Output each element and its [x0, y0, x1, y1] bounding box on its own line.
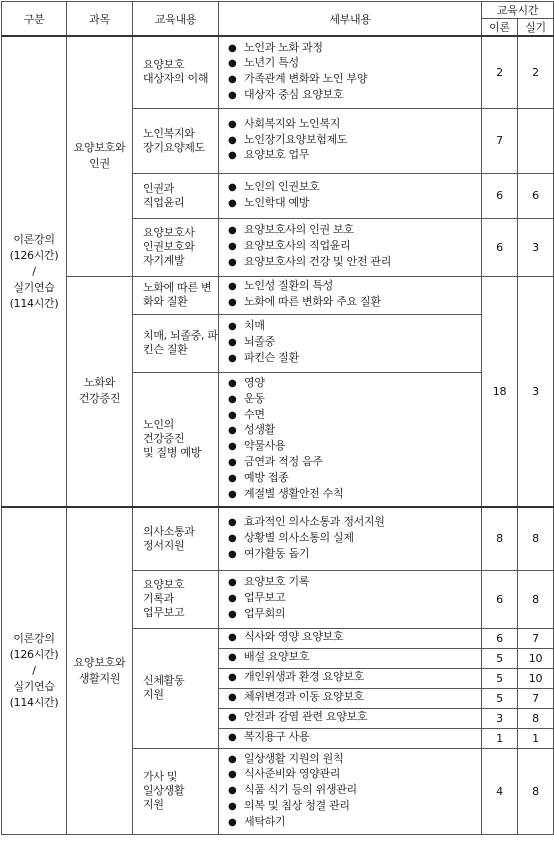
content-cell: 가사 및 일상생활 지원	[133, 748, 219, 834]
list-item: ● 체위변경과 이동 요양보호	[228, 690, 481, 706]
list-item: ● 노인의 인권보호	[228, 180, 481, 196]
content-cell: 인권과 직업윤리	[133, 173, 219, 218]
list-item: ● 세탁하기	[228, 815, 481, 831]
content-cell: 의사소통과 정서지원	[133, 507, 219, 570]
bullet-icon: ●	[228, 785, 237, 797]
list-item: ● 요양보호 기록	[228, 575, 481, 591]
list-item: ● 뇌졸중	[228, 335, 481, 351]
practice-hours: 8	[518, 507, 554, 570]
detail-list	[228, 279, 481, 311]
practice-hours: 2	[518, 36, 554, 108]
detail-list	[228, 180, 481, 212]
bullet-icon: ●	[228, 769, 237, 781]
bullet-icon: ●	[228, 732, 237, 744]
table-row	[2, 276, 554, 314]
details-cell	[219, 708, 482, 728]
bullet-icon: ●	[228, 90, 237, 102]
details-cell	[219, 628, 482, 648]
list-item: ● 성생활	[228, 423, 481, 439]
details-cell	[219, 372, 482, 507]
bullet-icon: ●	[228, 532, 237, 544]
bullet-icon: ●	[228, 225, 237, 237]
details-cell	[219, 728, 482, 748]
bullet-icon: ●	[228, 74, 237, 86]
detail-list	[228, 670, 481, 686]
bullet-icon: ●	[228, 800, 237, 812]
list-item: ● 노인학대 예방	[228, 196, 481, 212]
list-item: ● 노화에 따른 변화와 주요 질환	[228, 295, 481, 311]
list-item: ● 노인성 질환의 특성	[228, 279, 481, 295]
detail-list	[228, 117, 481, 164]
list-item: ● 개인위생과 환경 요양보호	[228, 670, 481, 686]
practice-hours: 3	[518, 218, 554, 276]
list-item: ● 의복 및 침상 청결 관리	[228, 799, 481, 815]
list-item: ● 예방 접종	[228, 471, 481, 487]
table-row	[2, 507, 554, 570]
theory-hours: 8	[482, 507, 518, 570]
bullet-icon: ●	[228, 58, 237, 70]
list-item: ● 파킨슨 질환	[228, 351, 481, 367]
practice-hours: 6	[518, 173, 554, 218]
bullet-icon: ●	[228, 118, 237, 130]
bullet-icon: ●	[228, 42, 237, 54]
header-details: 세부내용	[219, 2, 482, 37]
header-content: 교육내용	[133, 2, 219, 37]
theory-hours: 5	[482, 648, 518, 668]
bullet-icon: ●	[228, 632, 237, 644]
detail-list	[228, 319, 481, 366]
details-cell	[219, 668, 482, 688]
bullet-icon: ●	[228, 337, 237, 349]
practice-hours: 10	[518, 668, 554, 688]
bullet-icon: ●	[228, 517, 237, 529]
details-cell	[219, 688, 482, 708]
content-cell: 요양보호 기록과 업무보고	[133, 570, 219, 628]
bullet-icon: ●	[228, 712, 237, 724]
list-item: ● 요양보호 업무	[228, 148, 481, 164]
detail-list	[228, 690, 481, 706]
bullet-icon: ●	[228, 672, 237, 684]
details-cell	[219, 276, 482, 314]
list-item: ● 업무회의	[228, 607, 481, 623]
list-item: ● 가족관계 변화와 노인 부양	[228, 72, 481, 88]
practice-hours: 8	[518, 748, 554, 834]
content-cell: 노화에 따른 변 화와 질환	[133, 276, 219, 314]
details-cell	[219, 507, 482, 570]
detail-list	[228, 223, 481, 270]
list-item: ● 운동	[228, 392, 481, 408]
header-practice: 실기	[518, 19, 554, 37]
list-item: ● 대상자 중심 요양보호	[228, 88, 481, 104]
subject-cell: 요양보호와 인권	[67, 36, 133, 276]
list-item: ● 업무보고	[228, 591, 481, 607]
list-item: ● 일상생활 지원의 원칙	[228, 752, 481, 768]
bullet-icon: ●	[228, 472, 237, 484]
details-cell	[219, 748, 482, 834]
practice-hours: 8	[518, 708, 554, 728]
details-cell	[219, 314, 482, 372]
practice-hours: 7	[518, 628, 554, 648]
bullet-icon: ●	[228, 652, 237, 664]
theory-hours: 3	[482, 708, 518, 728]
bullet-icon: ●	[228, 134, 237, 146]
list-item: ● 상황별 의사소통의 실제	[228, 531, 481, 547]
content-cell: 요양보호사 인권보호와 자기계발	[133, 218, 219, 276]
list-item: ● 사회복지와 노인복지	[228, 117, 481, 133]
content-cell: 노인복지와 장기요양제도	[133, 108, 219, 173]
subject-cell: 노화와 건강증진	[67, 276, 133, 507]
curriculum-table	[1, 1, 554, 835]
bullet-icon: ●	[228, 197, 237, 209]
detail-list	[228, 650, 481, 666]
list-item: ● 여가활동 돕기	[228, 547, 481, 563]
detail-list	[228, 710, 481, 726]
bullet-icon: ●	[228, 393, 237, 405]
detail-list	[228, 575, 481, 622]
details-cell	[219, 218, 482, 276]
bullet-icon: ●	[228, 425, 237, 437]
bullet-icon: ●	[228, 181, 237, 193]
bullet-icon: ●	[228, 150, 237, 162]
division-cell: 이론강의 (126시간) / 실기연습 (114시간)	[2, 36, 67, 507]
bullet-icon: ●	[228, 409, 237, 421]
detail-list	[228, 752, 481, 831]
bullet-icon: ●	[228, 577, 237, 589]
theory-hours: 6	[482, 628, 518, 648]
bullet-icon: ●	[228, 378, 237, 390]
bullet-icon: ●	[228, 281, 237, 293]
theory-hours: 18	[482, 276, 518, 507]
bullet-icon: ●	[228, 753, 237, 765]
list-item: ● 금연과 적정 음주	[228, 455, 481, 471]
detail-list	[228, 630, 481, 646]
list-item: ● 약물사용	[228, 439, 481, 455]
practice-hours: 10	[518, 648, 554, 668]
division-cell: 이론강의 (126시간) / 실기연습 (114시간)	[2, 507, 67, 834]
details-cell	[219, 648, 482, 668]
details-cell	[219, 108, 482, 173]
practice-hours: 3	[518, 276, 554, 507]
theory-hours: 2	[482, 36, 518, 108]
detail-list	[228, 730, 481, 746]
details-cell	[219, 570, 482, 628]
content-cell: 신체활동 지원	[133, 628, 219, 748]
list-item: ● 식사와 영양 요양보호	[228, 630, 481, 646]
list-item: ● 배설 요양보호	[228, 650, 481, 666]
content-cell: 치매, 뇌졸중, 파 킨슨 질환	[133, 314, 219, 372]
bullet-icon: ●	[228, 352, 237, 364]
header-subject: 과목	[67, 2, 133, 37]
theory-hours: 6	[482, 570, 518, 628]
header-theory: 이론	[482, 19, 518, 37]
subject-cell: 요양보호와 생활지원	[67, 507, 133, 834]
bullet-icon: ●	[228, 297, 237, 308]
theory-hours: 5	[482, 668, 518, 688]
detail-list	[228, 41, 481, 104]
bullet-icon: ●	[228, 441, 237, 453]
list-item: ● 효과적인 의사소통과 정서지원	[228, 515, 481, 531]
bullet-icon: ●	[228, 692, 237, 704]
details-cell	[219, 173, 482, 218]
list-item: ● 식품 식기 등의 위생관리	[228, 783, 481, 799]
theory-hours: 7	[482, 108, 518, 173]
theory-hours: 5	[482, 688, 518, 708]
bullet-icon: ●	[228, 241, 237, 253]
practice-hours: 8	[518, 570, 554, 628]
list-item: ● 식사준비와 영양관리	[228, 767, 481, 783]
header-division: 구분	[2, 2, 67, 37]
practice-hours: 7	[518, 688, 554, 708]
bullet-icon: ●	[228, 488, 237, 500]
theory-hours: 1	[482, 728, 518, 748]
detail-list	[228, 376, 481, 502]
table-row	[2, 36, 554, 108]
list-item: ● 요양보호사의 인권 보호	[228, 223, 481, 239]
details-cell	[219, 36, 482, 108]
practice-hours	[518, 108, 554, 173]
detail-list	[228, 515, 481, 562]
header-hours: 교육시간	[482, 2, 554, 19]
bullet-icon: ●	[228, 593, 237, 605]
theory-hours: 4	[482, 748, 518, 834]
bullet-icon: ●	[228, 608, 237, 620]
practice-hours: 1	[518, 728, 554, 748]
bullet-icon: ●	[228, 548, 237, 560]
list-item: ● 계절별 생활안전 수칙	[228, 487, 481, 503]
content-cell: 요양보호 대상자의 이해	[133, 36, 219, 108]
theory-hours: 6	[482, 218, 518, 276]
bullet-icon: ●	[228, 457, 237, 469]
list-item: ● 안전과 감염 관련 요양보호	[228, 710, 481, 726]
list-item: ● 치매	[228, 319, 481, 335]
bullet-icon: ●	[228, 816, 237, 828]
list-item: ● 노년기 특성	[228, 56, 481, 72]
list-item: ● 노인과 노화 과정	[228, 41, 481, 57]
list-item: ● 노인장기요양보험제도	[228, 133, 481, 149]
list-item: ● 요양보호사의 직업윤리	[228, 239, 481, 255]
list-item: ● 요양보호사의 건강 및 안전 관리	[228, 255, 481, 271]
bullet-icon: ●	[228, 256, 237, 268]
list-item: ● 복지용구 사용	[228, 730, 481, 746]
list-item: ● 수면	[228, 408, 481, 424]
content-cell: 노인의 건강증진 및 질병 예방	[133, 372, 219, 507]
list-item: ● 영양	[228, 376, 481, 392]
bullet-icon: ●	[228, 321, 237, 333]
theory-hours: 6	[482, 173, 518, 218]
